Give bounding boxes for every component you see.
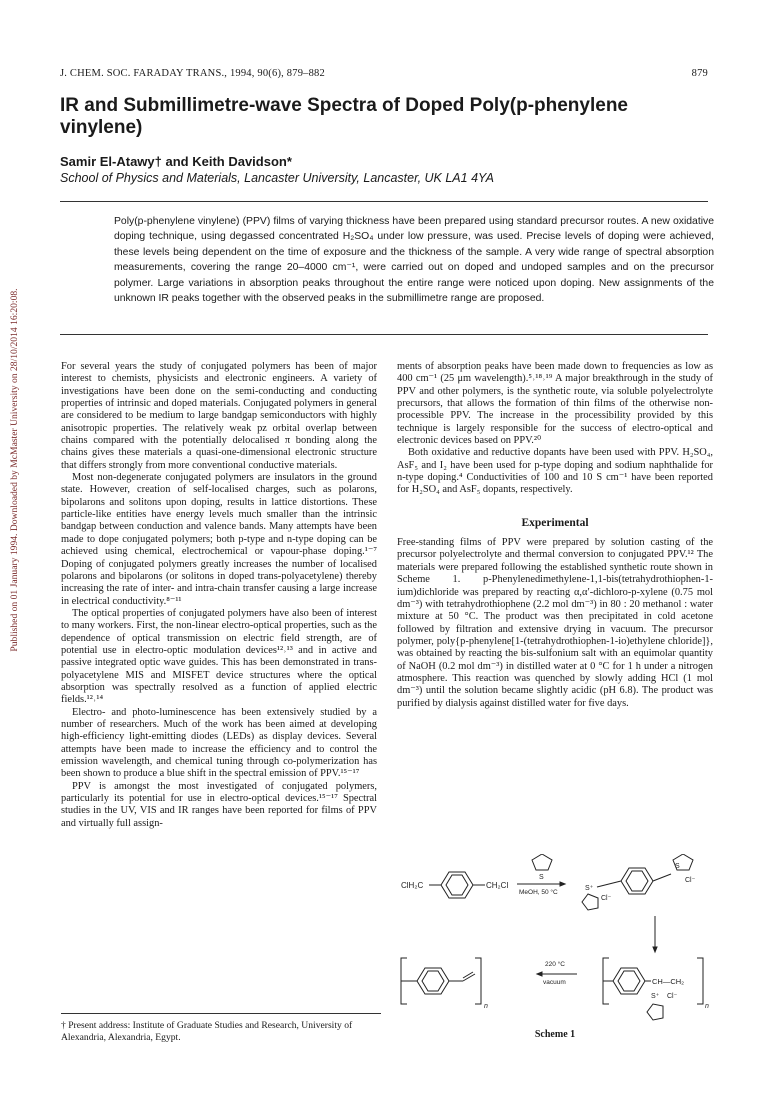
right-column — [397, 361, 713, 710]
affiliation: School of Physics and Materials, Lancaster University, Lancaster, UK LA1 4YA — [60, 171, 495, 185]
reactant-right-label: CH₂Cl — [486, 881, 509, 890]
author-list: Samir El-Atawy† and Keith Davidson* — [60, 154, 292, 169]
download-watermark: Published on 01 January 1994. Downloaded by McMaster University on 28/10/2014 16:20:08. — [9, 288, 20, 652]
reagent-label: MeOH, 50 °C — [519, 889, 558, 896]
chloride-label: Cl⁻ — [601, 895, 612, 902]
chloride-label: Cl⁻ — [685, 877, 696, 884]
page-number: 879 — [691, 68, 708, 79]
footnote: † Present address: Institute of Graduate Studies and Research, University of Alexandria, Alexandria, Egypt. — [61, 1020, 353, 1043]
sulfonium-label: S⁺ — [651, 993, 660, 1000]
repeat-n-label: n — [484, 1003, 488, 1010]
chain-label: CH—CH₂ — [652, 977, 685, 986]
sulfonium-label: S⁺ — [585, 885, 594, 892]
running-head — [60, 68, 708, 79]
vacuum-label: vacuum — [543, 979, 566, 986]
chloride-label: Cl⁻ — [667, 993, 678, 1000]
body-paragraph: Both oxidative and reductive dopants have been used with PPV. H₂SO₄, AsF₅ and I₂ have been used for p-type doping and sodium naphthalide for n-type doping.⁴ Conductivities of 100 and 10 S cm⁻¹ have been reported for H₂SO₄ and AsF₅ dopants, respectively. — [397, 447, 713, 496]
footnote-divider — [61, 1013, 381, 1014]
body-paragraph: Electro- and photo-luminescence has been extensively studied by a number of researchers. Much of the work has been aimed at developing high-efficiency light-emitting diodes (LEDs) as display devices. Several attempts have been made to increase the efficiency and to control the emission wavelength, and chemical tuning through co-polymerization has been shown to produce a blue shift in the spectral emission of PPV.¹⁵⁻¹⁷ — [61, 706, 377, 780]
thiophene-ring-icon — [532, 854, 552, 870]
paper-title: IR and Submillimetre-wave Spectra of Doped Poly(p-phenylene vinylene) — [60, 95, 628, 138]
body-paragraph: For several years the study of conjugated polymers has been of major interest to chemists, physicists and electronic engineers. A variety of investigations have been done on the semi-conducting and conducting properties of intrinsic and doped materials. Conjugated polymers in general are considered to be medium to large bandgap semiconductors with highly anisotropic properties. The relatively weak pz orbital overlap between chains compared with the potentially delocalised π bonding along the chains gives these materials a quasi-one-dimensional electronic structure that differs strongly from more conventional conductive materials. — [61, 361, 377, 471]
repeat-n-label: n — [705, 1003, 709, 1010]
body-paragraph: PPV is amongst the most investigated of conjugated polymers, particularly its potential for use in electro-optical devices.¹⁵⁻¹⁷ Spectral studies in the UV, VIS and IR ranges have been reported for films of PPV and virtually full assign- — [61, 780, 377, 829]
abstract: Poly(p-phenylene vinylene) (PPV) films of varying thickness have been prepared using standard precursor routes. A new oxidative doping technique, using degassed concentrated H₂SO₄ under low pressure, was used. Precise levels of doping were achieved, these levels being dependent on the time of exposure and the thickness of the sample. A very wide range of spectral absorption measurements, covering the range 20–4000 cm⁻¹, were carried out on doped and undoped samples and on the precursor polymer. Large variations in absorption peaks throughout the entire range were noticed upon doping. New assignments of the unknown IR peaks together with the observed peaks in the submillimetre range are proposed. — [114, 216, 714, 305]
divider-bottom — [60, 334, 708, 335]
left-column — [61, 361, 377, 830]
body-paragraph: Free-standing films of PPV were prepared by solution casting of the precursor polyelectrolyte and thermal conversion to conjugated PPV.¹² The materials were prepared following the established synthetic route shown in Scheme 1. p-Phenylenedimethylene-1,1-bis(tetrahydrothiophen-1-ium)dichloride was prepared by reacting α,α′-dichloro-p-xylene (0.75 mol dm⁻³) with tetrahydrothiophene (2.2 mol dm⁻³) in 80 : 20 methanol : water mixture at 50 °C. The product was then precipitated in cold acetone followed by filtration and extensive drying in vacuum. The precursor polymer, poly{p-phenylene[1-(tetrahydrothiophen-1-io)ethylene chloride]}, was obtained by reacting the bis-sulfonium salt with an equimolar quantity of NaOH (0.2 mol dm⁻³) in distilled water at 0 °C for 1 h under a nitrogen atmosphere. This reaction was quenched by slowly adding HCl (1 mol dm⁻³) until the solution became slightly acidic (pH 6.8). The product was purified by dialysis against distilled water for five days. — [397, 537, 713, 709]
temperature-label: 220 °C — [545, 961, 565, 968]
thiophene-ring-icon — [647, 1004, 663, 1020]
thiophene-ring-icon — [582, 894, 598, 910]
sulfur-label: S — [539, 874, 544, 881]
section-heading-experimental: Experimental — [521, 516, 589, 529]
scheme-caption: Scheme 1 — [534, 1029, 576, 1040]
sulfonium-label: S — [675, 863, 680, 870]
scheme-diagram — [397, 854, 713, 1024]
divider-top — [60, 201, 708, 202]
body-paragraph: Most non-degenerate conjugated polymers are insulators in the ground state. However, creation of self-localised charges, such as polarons, bipolarons and solitons upon doping, results in lattice distortions. These particle-like entities have energy levels much smaller than the intrinsic bandgap between conduction and valence bands. Many attempts have been made to dope conjugated polymers; both p-type and n-type doping can be achieved using chemical, electrochemical or vapour-phase doping.¹⁻⁷ Doping of conjugated polymers greatly increases the number of localised polarons and bipolarons (or solitons in doped trans-polyacetylene) thereby increasing the rate of inter- and intra-chain transfer causing a large increase in electrical conductivity.⁸⁻¹¹ — [61, 472, 377, 607]
body-paragraph: The optical properties of conjugated polymers have also been of interest to many workers. First, the non-linear electro-optical properties, such as the dependence of optical transmission on electric field strength, are of potential use in electro-optic modulation devices¹²˒¹³ and in active and passive integrated optic wave guides. This has been demonstrated in trans-polyacetylene MIS and MISFET device structures where the optical absorption was spectrally resolved as a function of applied electric fields.¹²˒¹⁴ — [61, 607, 377, 706]
journal-citation: J. CHEM. SOC. FARADAY TRANS., 1994, 90(6), 879–882 — [60, 68, 325, 79]
body-paragraph: ments of absorption peaks have been made down to frequencies as low as 400 cm⁻¹ (25 μm wavelength).⁵˒¹⁸˒¹⁹ A major breakthrough in the study of PPV and other polymers, is the synthetic route, via soluble polyelectrolyte precursors, that allows the formation of thin films of the otherwise non-processible PPV. The increase in the processibility provided by this technique is largely responsible for the success of electro-optical and electronic devices based on PPV.²⁰ — [397, 361, 713, 447]
reactant-left-label: ClH₂C — [401, 881, 424, 890]
